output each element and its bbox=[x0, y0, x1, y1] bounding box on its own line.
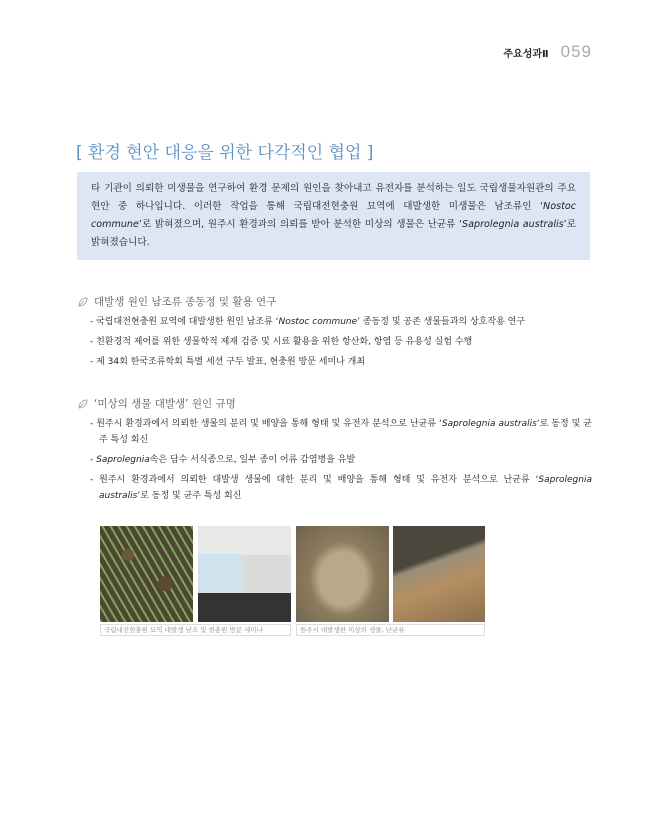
page-title: [ 환경 현안 대응을 위한 다각적인 협업 ] bbox=[76, 143, 374, 163]
species-name: Nostoc commune bbox=[91, 201, 576, 230]
section-heading-text: ‘미상의 생물 대발생’ 원인 규명 bbox=[94, 398, 236, 410]
page-number: 059 bbox=[560, 42, 592, 61]
summary-text: 타 기관이 의뢰한 미생물을 연구하여 환경 문제의 원인을 찾아내고 유전자를 분석하는 일도 국립생물자원관의 주요 현안 중 하나입니다. 이러한 작업을 통해 국립대전현충원 묘역에 대발생한 미생물은 남조류인 ‘ bbox=[91, 183, 576, 212]
photo-cyanobacteria-grass bbox=[100, 526, 193, 622]
photo-oomycete bbox=[296, 526, 389, 622]
list-item: - 친환경적 제어를 위한 생물학적 제재 검증 및 시료 활용을 위한 항산화, 항염 등 유용성 실험 수행 bbox=[90, 337, 473, 347]
page-header bbox=[503, 42, 592, 62]
section-heading bbox=[78, 294, 276, 309]
list-item: - 원주시 환경과에서 의뢰한 생물의 분리 및 배양을 통해 형태 및 유전자 분석으로 난균류 ‘Saprolegnia australis’로 동정 및 균주 특성 회신 bbox=[90, 419, 592, 445]
photo-caption: 원주시 대발생한 미상의 생물, 난균류 bbox=[296, 624, 485, 636]
species-name: Saprolegnia australis bbox=[462, 219, 564, 230]
leaf-icon bbox=[78, 297, 88, 307]
list-item: - 국립대전현충원 묘역에 대발생한 원인 남조류 ‘Nostoc commune’ 종동정 및 공존 생물들과의 상호작용 연구 bbox=[90, 317, 526, 327]
photo-stream bbox=[393, 526, 485, 622]
section-heading bbox=[78, 396, 236, 411]
summary-box bbox=[77, 172, 590, 260]
section-heading-text: 대발생 원인 남조류 종동정 및 활용 연구 bbox=[94, 296, 277, 308]
section-label: 주요성과Ⅱ bbox=[503, 49, 549, 60]
list-item: - 제 34회 한국조류학회 특별 세션 구두 발표, 현충원 방문 세미나 개최 bbox=[90, 357, 366, 367]
leaf-icon bbox=[78, 399, 88, 409]
summary-text: ’로 밝혀졌습니다. bbox=[91, 219, 576, 248]
list-item: - 원주시 환경과에서 의뢰한 대발생 생물에 대한 분리 및 배양을 통해 형태 및 유전자 분석으로 난균류 ‘Saprolegnia australis’로 동정 및 균주 특성 회신 bbox=[90, 475, 592, 501]
list-item: - Saprolegnia속은 담수 서식종으로, 일부 종이 어류 감염병을 유발 bbox=[90, 455, 356, 465]
summary-text: ’로 밝혀졌으며, 원주시 환경과의 의뢰를 받아 분석한 미상의 생물은 난균류 ‘ bbox=[138, 219, 463, 230]
bullet-list bbox=[90, 314, 592, 374]
photo-caption: 국립대전현충원 묘역 대발생 남조 및 현충원 방문 세미나 bbox=[100, 624, 291, 636]
photo-seminar bbox=[198, 526, 291, 622]
bullet-list bbox=[90, 416, 592, 508]
